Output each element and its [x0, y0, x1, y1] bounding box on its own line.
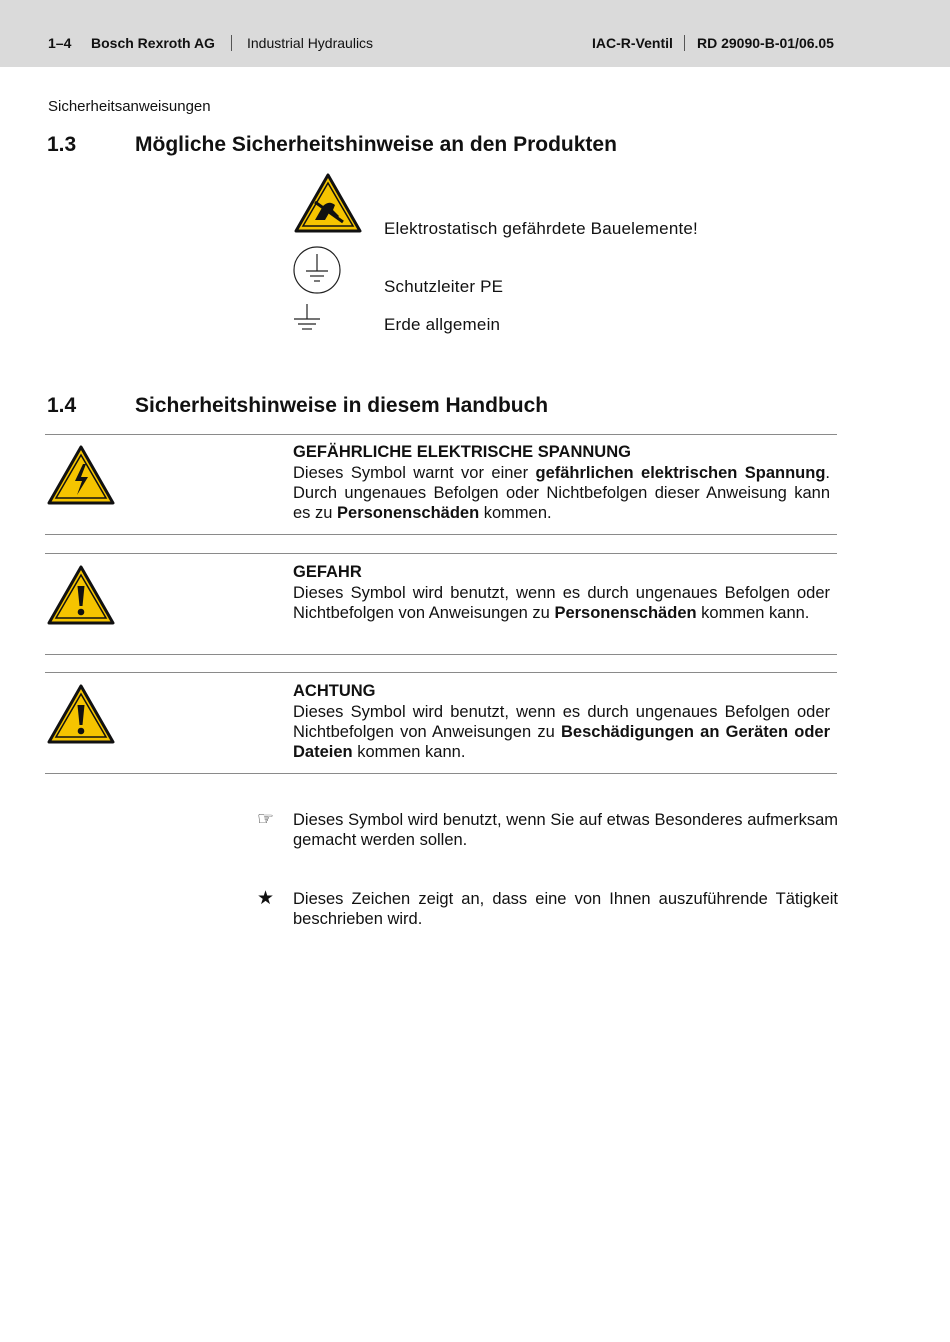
note-text: Dieses Symbol wird benutzt, wenn Sie auf etwas Besonderes aufmerksam gemacht werden sollen. [293, 811, 838, 849]
section-label: Sicherheitsanweisungen [48, 98, 211, 115]
exclamation-warning-icon [46, 683, 116, 745]
exclamation-warning-icon [46, 564, 116, 626]
warning-text: Dieses Symbol wird benutzt, wenn es durch ungenaues Befolgen oder Nichtbefolgen von Anweisungen zu Beschädigungen an Geräten oder Dateien kommen kann. [293, 703, 831, 761]
esd-warning-icon [293, 172, 363, 234]
symbol-label: Schutzleiter PE [384, 277, 504, 296]
division-name: Industrial Hydraulics [247, 35, 374, 51]
ground-icon [292, 303, 324, 333]
protective-earth-icon [292, 245, 342, 295]
page-header [0, 0, 950, 67]
warning-text: Dieses Symbol wird benutzt, wenn es durch ungenaues Befolgen oder Nichtbefolgen von Anweisungen zu Personenschäden kommen kann. [293, 584, 830, 622]
star-icon: ★ [257, 888, 275, 909]
warning-title: GEFÄHRLICHE ELEKTRISCHE SPANNUNG [293, 443, 631, 461]
divider-line [45, 553, 837, 554]
warning-text: Dieses Symbol warnt vor einer gefährlichen elektrischen Spannung. Durch ungenaues Befolgen oder Nichtbefolgen dieser Anweisung kann es zu Personenschäden kommen. [293, 464, 830, 522]
company-name: Bosch Rexroth AG [91, 35, 215, 51]
note-text: Dieses Zeichen zeigt an, dass eine von Ihnen auszuführende Tätigkeit beschrieben wird. [293, 890, 838, 928]
emphasis: Beschädigungen an Geräten oder Dateien [293, 723, 831, 761]
warning-title: ACHTUNG [293, 682, 376, 700]
emphasis: Personenschäden [554, 604, 697, 622]
heading-title: Mögliche Sicherheitshinweise an den Produkten [135, 133, 617, 156]
heading-title: Sicherheitshinweise in diesem Handbuch [135, 394, 549, 417]
page-number: 1–4 [48, 35, 72, 51]
divider-line [45, 534, 837, 535]
divider-line [45, 434, 837, 435]
divider-line [45, 672, 837, 673]
warning-title: GEFAHR [293, 563, 362, 581]
header-divider [231, 35, 232, 51]
divider-line [45, 654, 837, 655]
symbol-label: Elektrostatisch gefährdete Bauelemente! [384, 219, 698, 238]
document-reference: RD 29090-B-01/06.05 [697, 35, 834, 51]
divider-line [45, 773, 837, 774]
emphasis: gefährlichen elektrischen Spannung [535, 464, 826, 482]
heading-number: 1.4 [47, 394, 77, 417]
emphasis: Personenschäden [337, 504, 480, 522]
pointing-hand-icon: ☞ [257, 809, 275, 830]
heading-number: 1.3 [47, 133, 77, 156]
product-name: IAC-R-Ventil [592, 35, 673, 51]
header-divider [684, 35, 685, 51]
symbol-label: Erde allgemein [384, 315, 501, 334]
electrical-hazard-icon [46, 444, 116, 506]
